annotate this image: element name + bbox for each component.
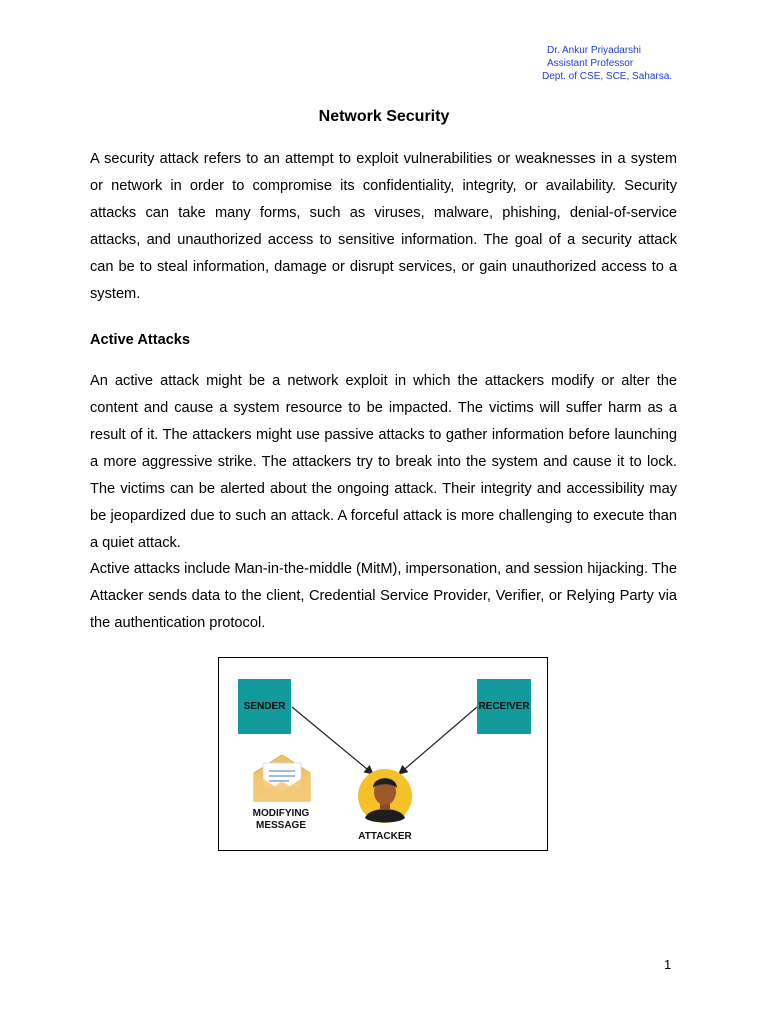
page-number: 1 <box>664 957 672 972</box>
active-attacks-paragraph-1: An active attack might be a network exploit in which the attackers modify or alter the content and cause a system resource to be impacted. The victims will suffer harm as a result of it. The attackers might use passive attacks to gather information before launching a more aggressive strike. The attackers try to break into the system and cause it to lock. The victims can be alerted about the ongoing attack. Their integrity and accessibility may be jeopardized due to such an attack. A forceful attack is more challenging to execute than a quiet attack. <box>90 373 677 551</box>
sender-label: SENDER <box>243 701 286 712</box>
author-dept: Dept. of CSE, SCE, Saharsa. <box>542 71 673 82</box>
attacker-label: ATTACKER <box>358 831 412 842</box>
author-block <box>536 44 686 83</box>
receiver-node <box>477 679 531 734</box>
author-title: Assistant Professor <box>547 58 634 69</box>
sender-node <box>238 679 291 734</box>
intro-paragraph: A security attack refers to an attempt to exploit vulnerabilities or weaknesses in a system or network in order to compromise its confidentiality, integrity, or availability. Security attacks can take many forms, such as viruses, malware, phishing, denial-of-service attacks, and unauthorized access to sensitive information. The goal of a security attack can be to steal information, damage or disrupt services, or gain unauthorized access to a system. <box>90 151 677 302</box>
section-heading-active-attacks: Active Attacks <box>90 332 191 348</box>
envelope-icon <box>254 755 310 801</box>
page-title: Network Security <box>318 108 450 125</box>
receiver-label: RECEIVER <box>478 701 530 712</box>
active-attack-diagram <box>218 657 548 851</box>
arrow-receiver-to-attacker <box>399 707 477 774</box>
modifying-message-label <box>241 808 321 832</box>
attacker-avatar-icon <box>358 769 412 823</box>
author-name: Dr. Ankur Priyadarshi <box>547 45 641 56</box>
active-attacks-paragraph-2: Active attacks include Man-in-the-middle (MitM), impersonation, and session hijacking. The Attacker sends data to the client, Credential Service Provider, Verifier, or Relying Party via the authentication protocol. <box>90 561 677 631</box>
modifying-label-line-2: MESSAGE <box>255 820 306 831</box>
arrow-sender-to-attacker <box>292 707 373 774</box>
modifying-label-line-1: MODIFYING <box>252 808 310 819</box>
